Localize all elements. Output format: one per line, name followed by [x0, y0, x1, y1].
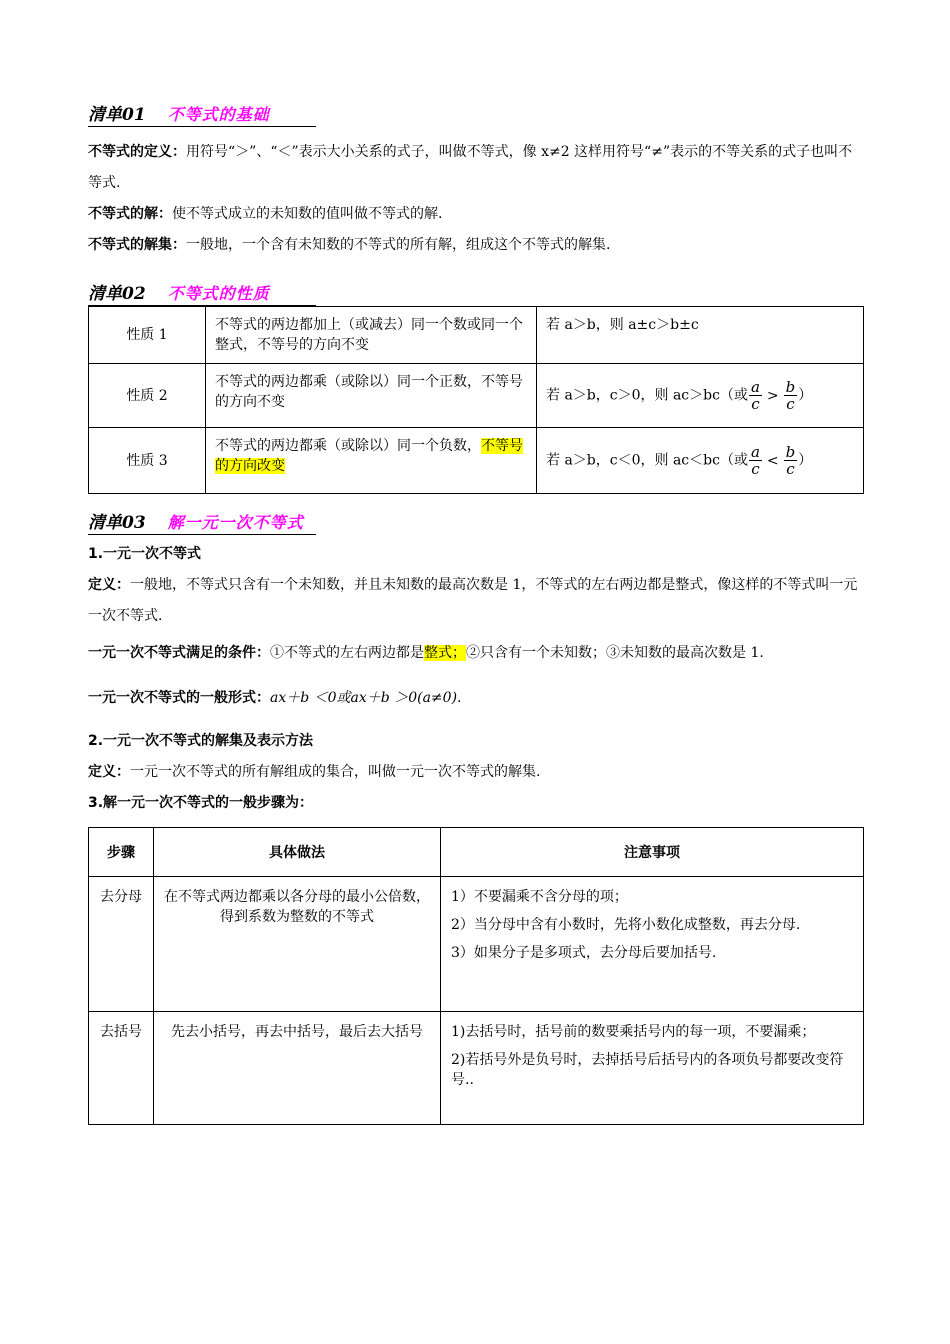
property-name: 性质 3: [89, 428, 206, 494]
step-name: 去分母: [89, 877, 154, 1012]
section-number: 清单01: [88, 105, 146, 125]
table-row: [89, 307, 864, 364]
definition-paragraph: [88, 137, 864, 199]
property-description: 不等式的两边都加上（或减去）同一个数或同一个整式，不等号的方向不变: [206, 307, 537, 364]
section-heading-1: [88, 100, 864, 124]
section-number: 清单02: [88, 284, 146, 304]
column-header: 注意事项: [441, 828, 864, 877]
denominator: c: [751, 395, 760, 413]
example-text: 若 a＞b，c＜0，则 ac＜bc（或: [546, 452, 748, 469]
step-method: 先去小括号，再去中括号，最后去大括号: [154, 1012, 441, 1125]
general-form-formula: ax＋b ＜0或ax＋b ＞0(a≠0).: [270, 690, 462, 706]
property-example: 若 a＞b，则 a±c＞b±c: [537, 307, 864, 364]
denominator: c: [751, 460, 760, 478]
description-text: 不等式的两边都乘（或除以）同一个负数，: [215, 438, 481, 454]
definition-label: 定义：: [88, 577, 130, 593]
solution-set-paragraph: [88, 230, 864, 261]
property-description: [206, 428, 537, 494]
section-underline: [88, 534, 316, 535]
close-paren: ）: [798, 452, 813, 469]
table-header-row: [89, 828, 864, 877]
table-row: [89, 1012, 864, 1125]
solution-set-text: 一般地，一个含有未知数的不等式的所有解，组成这个不等式的解集.: [186, 237, 611, 253]
subheading: 1.一元一次不等式: [88, 546, 202, 562]
highlighted-text: 整式；: [424, 645, 466, 661]
column-header: 步骤: [89, 828, 154, 877]
step-notes: [441, 877, 864, 1012]
solution-set-label: 不等式的解集：: [88, 237, 186, 253]
note-item: 1）不要漏乘不含分母的项；: [451, 889, 628, 905]
subheading: 3.解一元一次不等式的一般步骤为：: [88, 795, 314, 811]
conditions-label: 一元一次不等式满足的条件：: [88, 645, 270, 661]
property-example: [537, 428, 864, 494]
relation-symbol: >: [766, 387, 779, 404]
section-title: 不等式的基础: [167, 105, 270, 124]
document-page: [88, 100, 864, 1125]
step-notes: [441, 1012, 864, 1125]
numerator: a: [750, 378, 760, 396]
section-heading-2: [88, 279, 864, 303]
note-item: 2）当分母中含有小数时，先将小数化成整数，再去分母.: [451, 917, 801, 933]
definition-label: 定义：: [88, 764, 130, 780]
properties-table: [88, 306, 864, 494]
fraction: [784, 379, 798, 412]
denominator: c: [786, 460, 795, 478]
general-form-paragraph: [88, 683, 864, 714]
solution-set-definition: [88, 757, 864, 788]
relation-symbol: <: [766, 452, 779, 469]
definition-label: 不等式的定义：: [88, 144, 186, 160]
table-row: [89, 877, 864, 1012]
fraction: [749, 379, 762, 412]
highlighted-text: 不等号的方向改变: [215, 438, 523, 474]
section-number: 清单03: [88, 513, 146, 533]
conditions-paragraph: [88, 638, 864, 669]
steps-table: [88, 827, 864, 1125]
definition-text: 一元一次不等式的所有解组成的集合，叫做一元一次不等式的解集.: [130, 764, 541, 780]
definition-text: 用符号“＞”、“＜”表示大小关系的式子，叫做不等式，像 x≠2 这样用符号“≠”表示的不等关系的式子也叫不等式.: [88, 144, 853, 191]
note-item: 2)若括号外是负号时，去掉括号后括号内的各项负号都要改变符号..: [451, 1052, 844, 1088]
conditions-text: ①不等式的左右两边都是: [270, 645, 424, 661]
fraction: [749, 444, 762, 477]
section-underline: [88, 126, 316, 127]
subheading: 2.一元一次不等式的解集及表示方法: [88, 733, 314, 749]
property-name: 性质 2: [89, 364, 206, 428]
solution-paragraph: [88, 199, 864, 230]
denominator: c: [786, 395, 795, 413]
property-name: 性质 1: [89, 307, 206, 364]
note-item: 3）如果分子是多项式，去分母后要加括号.: [451, 945, 717, 961]
solution-label: 不等式的解：: [88, 206, 172, 222]
table-row: [89, 364, 864, 428]
note-item: 1)去括号时，括号前的数要乘括号内的每一项，不要漏乘；: [451, 1024, 816, 1040]
linear-definition-paragraph: [88, 570, 864, 632]
property-example: [537, 364, 864, 428]
section-title: 不等式的性质: [167, 284, 270, 303]
solution-text: 使不等式成立的未知数的值叫做不等式的解.: [172, 206, 443, 222]
numerator: b: [785, 443, 796, 461]
step-method: 在不等式两边都乘以各分母的最小公倍数，得到系数为整数的不等式: [154, 877, 441, 1012]
fraction: [784, 444, 798, 477]
property-description: 不等式的两边都乘（或除以）同一个正数，不等号的方向不变: [206, 364, 537, 428]
numerator: b: [785, 378, 796, 396]
example-text: 若 a＞b，c＞0，则 ac＞bc（或: [546, 387, 748, 404]
definition-text: 一般地，不等式只含有一个未知数，并且未知数的最高次数是 1，不等式的左右两边都是整式，像这样的不等式叫一元一次不等式.: [88, 577, 858, 624]
conditions-text: ②只含有一个未知数；③未知数的最高次数是 1.: [466, 645, 764, 661]
table-row: [89, 428, 864, 494]
column-header: 具体做法: [154, 828, 441, 877]
section-heading-3: [88, 508, 864, 532]
numerator: a: [750, 443, 760, 461]
step-name: 去括号: [89, 1012, 154, 1125]
section-title: 解一元一次不等式: [167, 513, 304, 532]
general-form-label: 一元一次不等式的一般形式：: [88, 690, 270, 706]
close-paren: ）: [798, 387, 813, 404]
